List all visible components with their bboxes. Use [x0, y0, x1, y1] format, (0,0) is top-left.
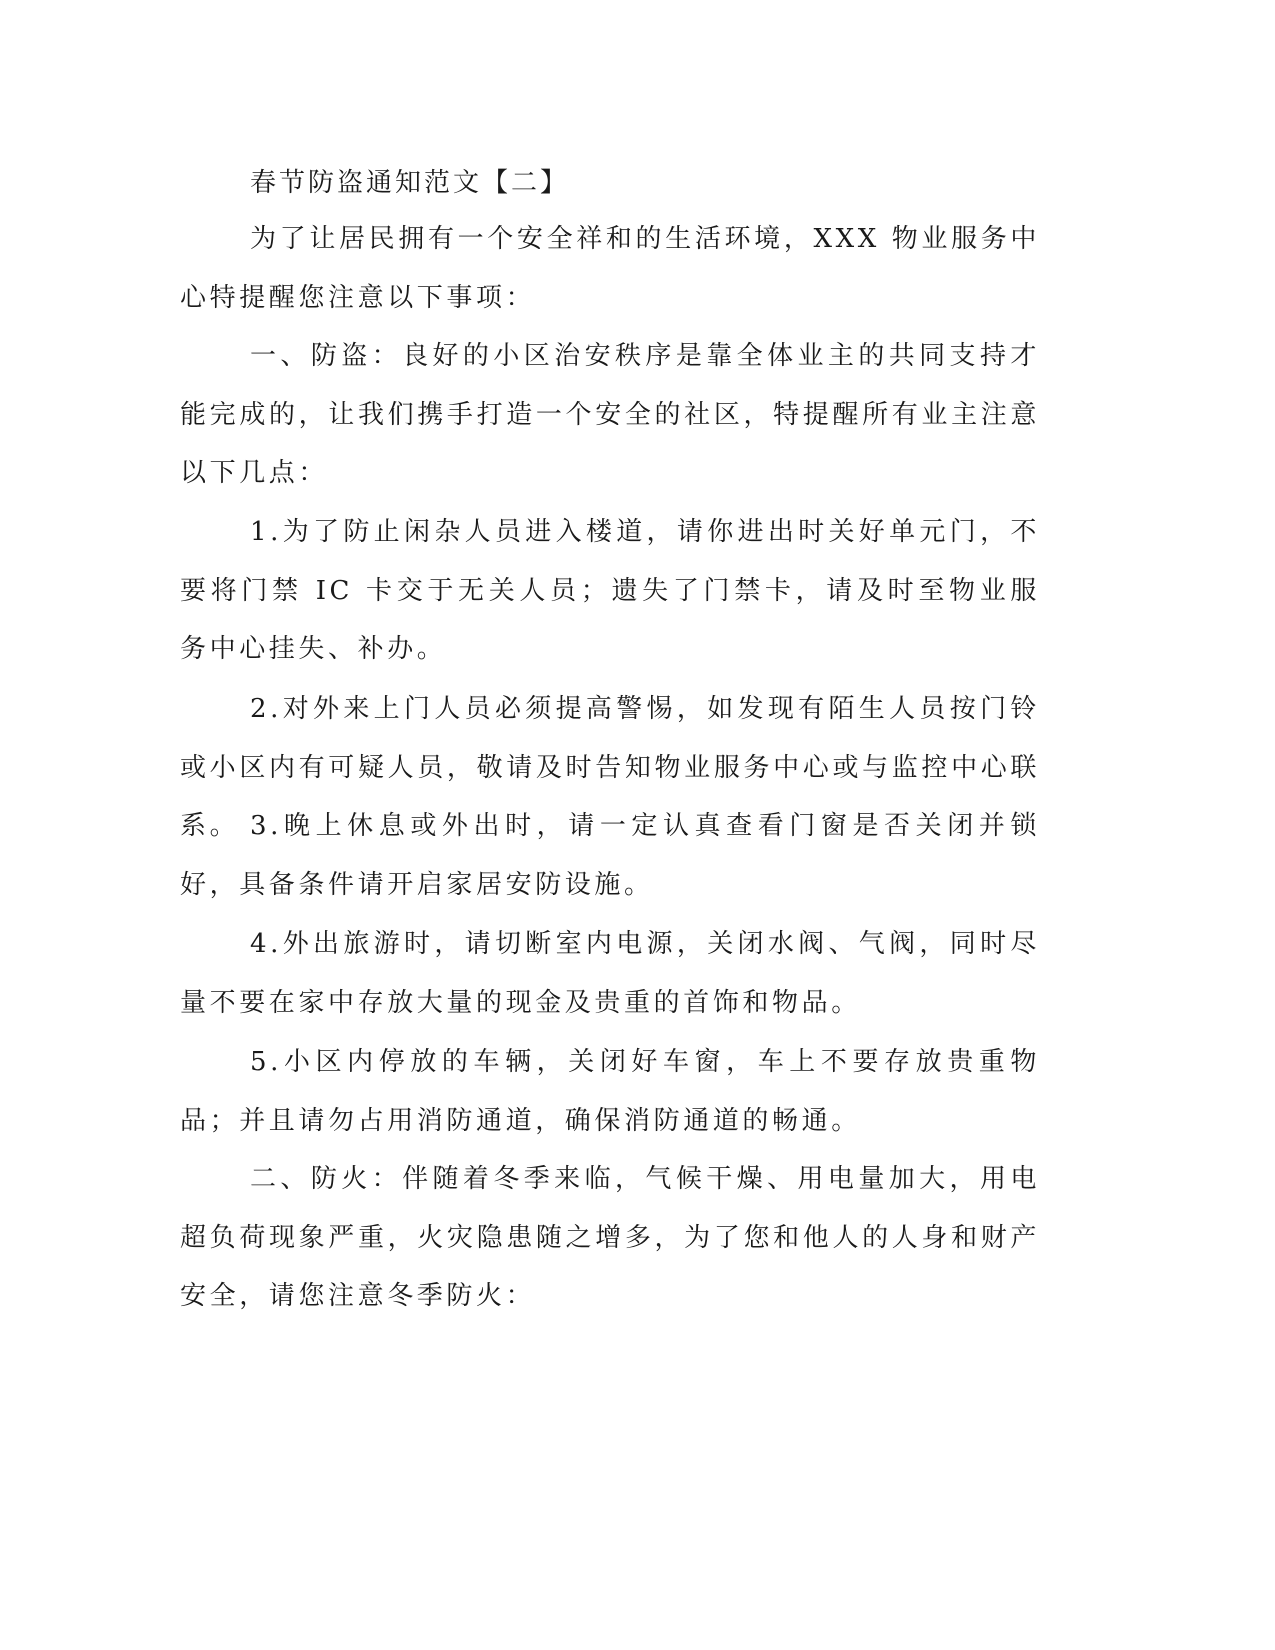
document-title: 春节防盗通知范文【二】	[250, 168, 570, 198]
paragraph-item-1: 1.为了防止闲杂人员进入楼道，请你进出时关好单元门，不要将门禁 IC 卡交于无关人员；遗失了门禁卡，请及时至物业服务中心挂失、补办。	[180, 517, 1040, 665]
paragraph-item-4: 4.外出旅游时，请切断室内电源，关闭水阀、气阀，同时尽量不要在家中存放大量的现金及贵重的首饰和物品。	[180, 929, 1040, 1018]
paragraph-item-5: 5.小区内停放的车辆，关闭好车窗，车上不要存放贵重物品；并且请勿占用消防通道，确保消防通道的畅通。	[180, 1047, 1040, 1136]
paragraph-item-3: 3.晚上休息或外出时，请一定认真查看门窗是否关闭并锁好，具备条件请开启家居安防设施。	[180, 811, 1040, 900]
paragraph-fire-prevention: 二、防火：伴随着冬季来临，气候干燥、用电量加大，用电超负荷现象严重，火灾隐患随之增多，为了您和他人的人身和财产安全，请您注意冬季防火：	[180, 1164, 1040, 1312]
paragraph-intro: 为了让居民拥有一个安全祥和的生活环境，XXX 物业服务中心特提醒您注意以下事项：	[180, 224, 1040, 313]
paragraph-anti-theft: 一、防盗：良好的小区治安秩序是靠全体业主的共同支持才能完成的，让我们携手打造一个安全的社区，特提醒所有业主注意以下几点：	[180, 341, 1040, 489]
paragraph-item-2: 2.对外来上门人员必须提高警惕，如发现有陌生人员按门铃或小区内有可疑人员，敬请及时告知物业服务中心或与监控中心联系。	[180, 694, 1040, 842]
